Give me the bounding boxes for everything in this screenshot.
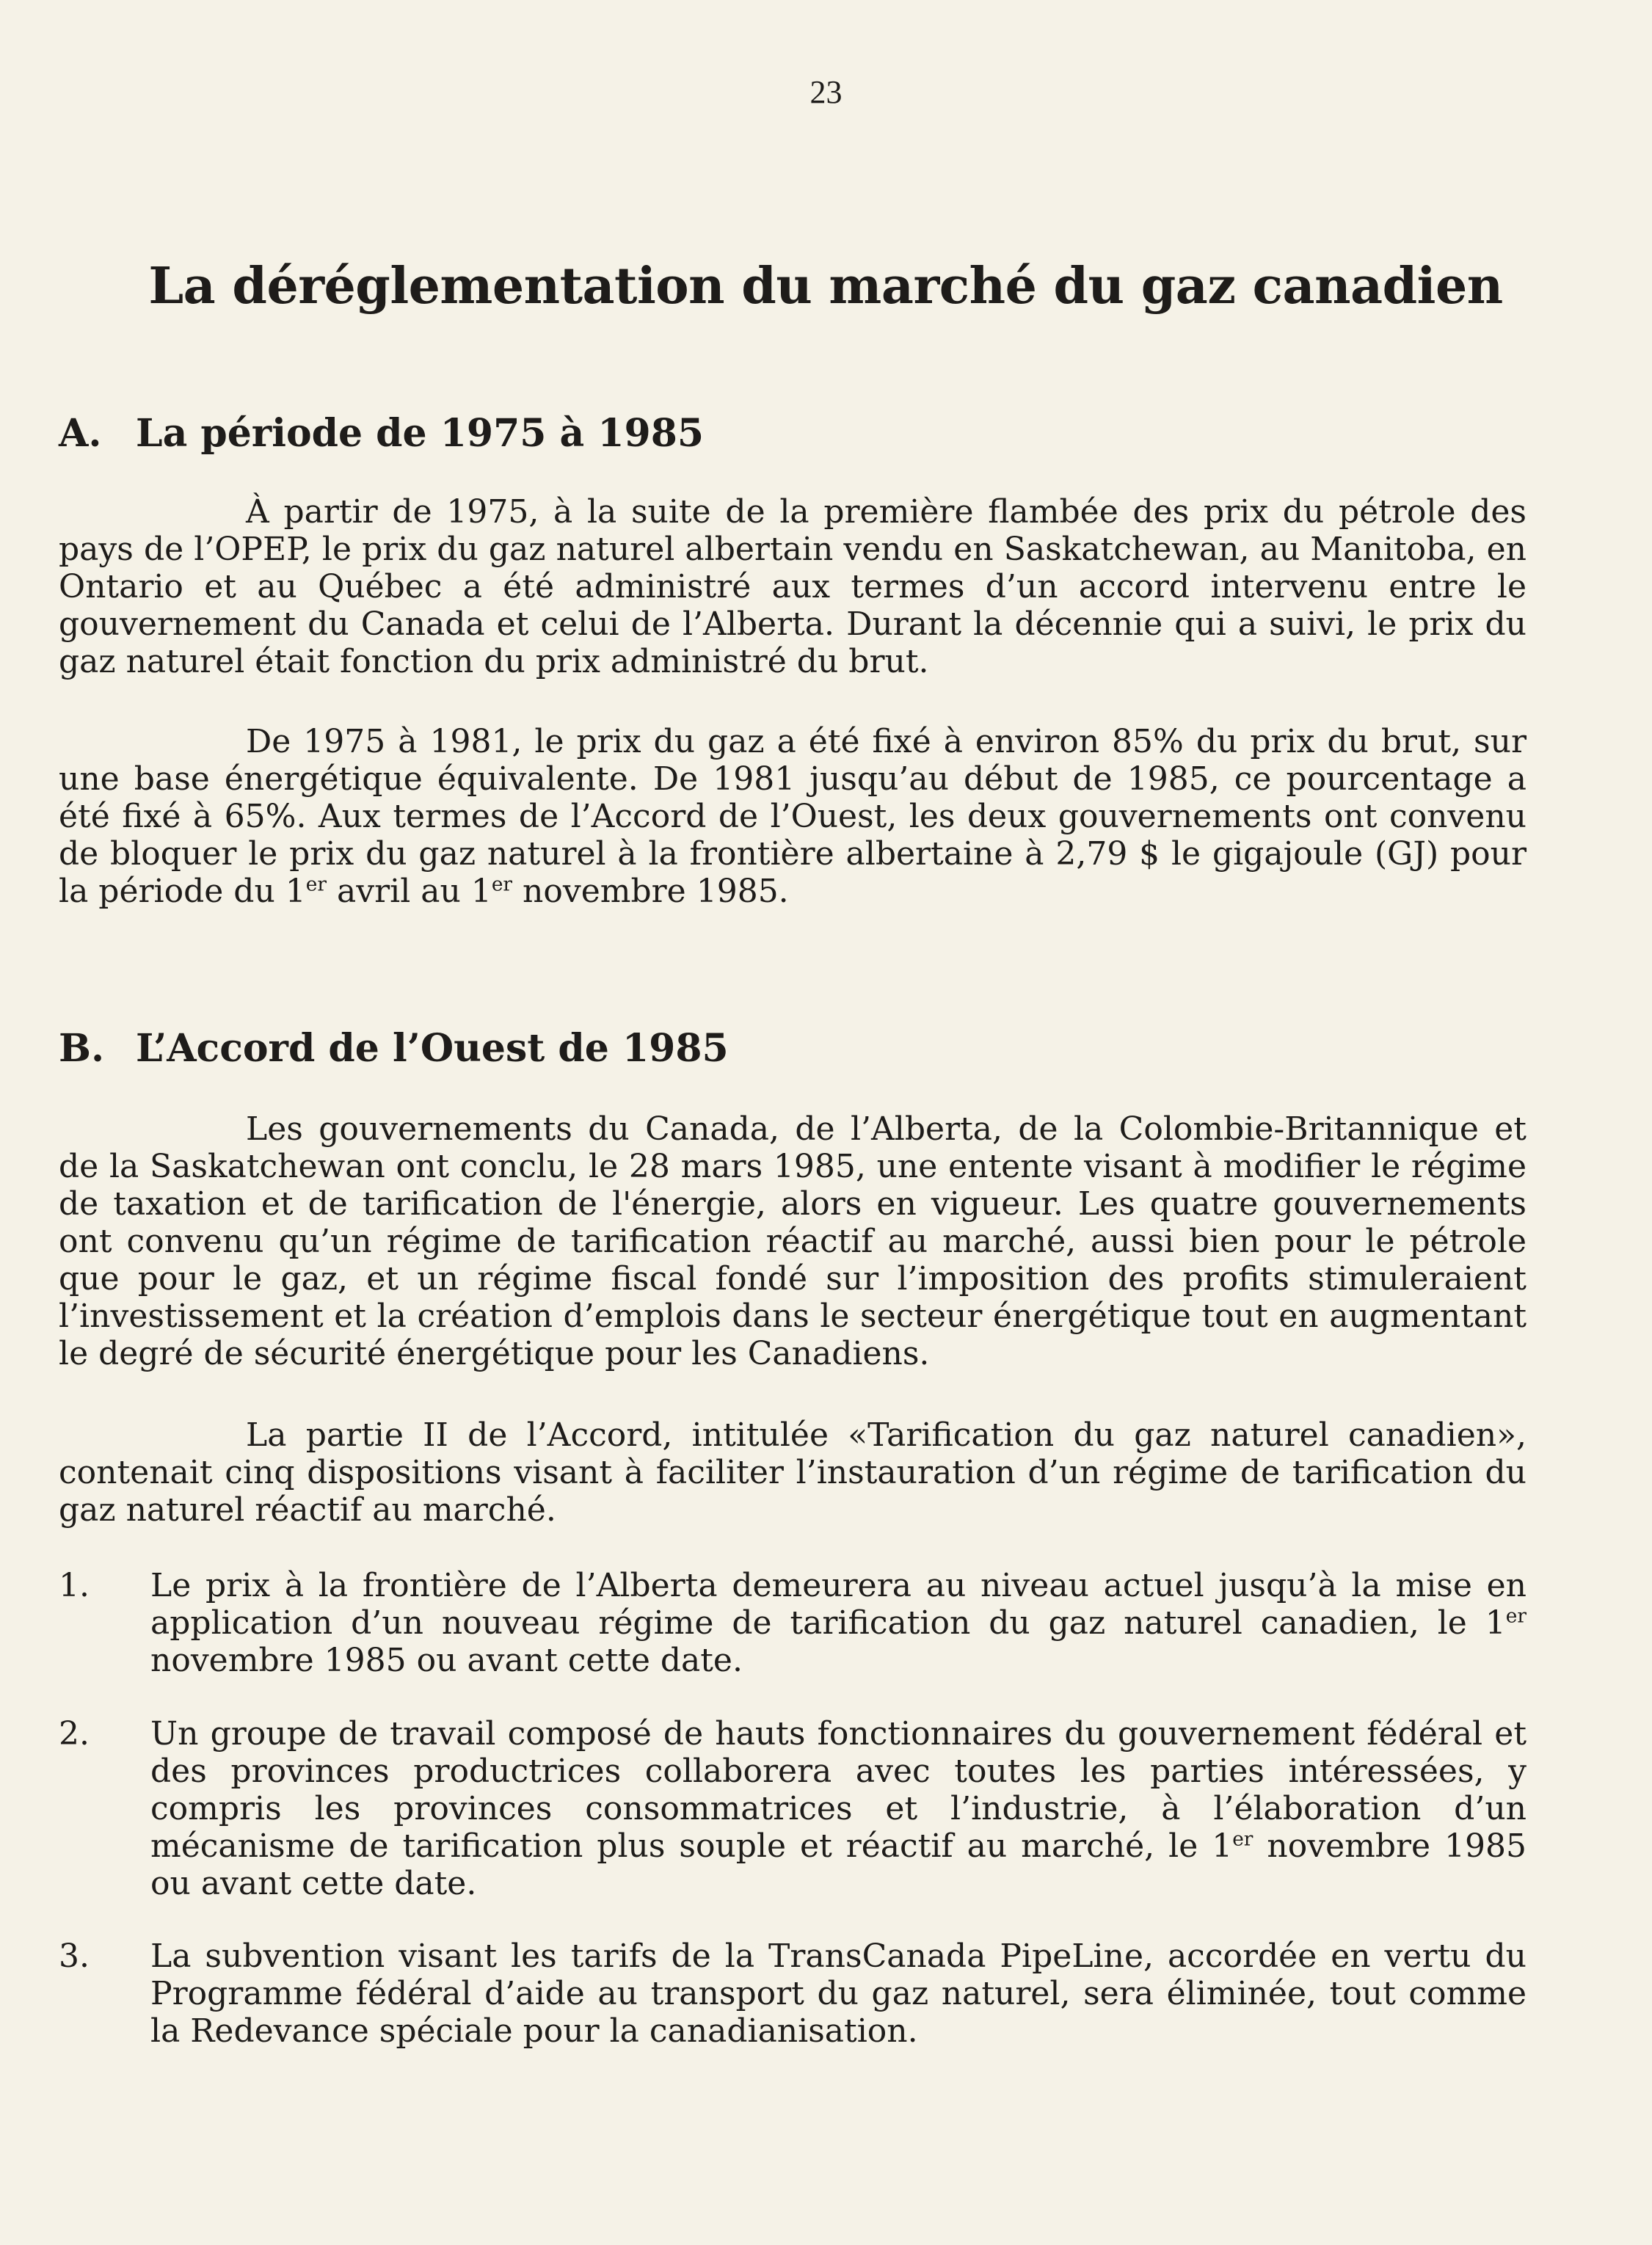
section-b-heading [59, 1026, 729, 1071]
section-a-letter: A. [59, 411, 102, 456]
page-number: 23 [809, 74, 843, 110]
list-item-number: 1. [59, 1567, 90, 1604]
list-item-text [150, 1937, 1527, 2050]
section-a-paragraph-1: À partir de 1975, à la suite de la première flambée des prix du pétrole des pays de l’OPEP, le prix du gaz naturel albertain vendu en Saskatchewan, au Manitoba, en Ontario et au Québec a été administré aux termes d’un accord intervenu entre le gouvernement du Canada et celui de l’Alberta. Durant la décennie qui a suivi, le prix du gaz naturel était fonction du prix administré du brut. [59, 493, 1527, 680]
section-b-letter: B. [59, 1026, 105, 1071]
superscript: er [305, 873, 327, 896]
list-item-number: 3. [59, 1937, 90, 1975]
list-item-text-main: La subvention visant les tarifs de la TransCanada PipeLine, accordée en vertu du Programme fédéral d’aide au transport du gaz naturel, sera éliminée, tout comme la Redevance spéciale pour la canadianisation. [150, 1937, 1527, 2050]
section-b-paragraph-1: Les gouvernements du Canada, de l’Alberta, de la Colombie-Britannique et de la Saskatchewan ont conclu, le 28 mars 1985, une entente visant à modifier le régime de taxation et de tarification de l'énergie, alors en vigueur. Les quatre gouvernements ont convenu qu’un régime de tarification réactif au marché, aussi bien pour le pétrole que pour le gaz, et un régime fiscal fondé sur l’imposition des profits stimuleraient l’investissement et la création d’emplois dans le secteur énergétique tout en augmentant le degré de sécurité énergétique pour les Canadiens. [59, 1110, 1527, 1372]
superscript: er [1232, 1827, 1253, 1851]
section-a-paragraph-2-text-end: novembre 1985. [512, 873, 789, 910]
list-item-text-main: Le prix à la frontière de l’Alberta demeurera au niveau actuel jusqu’à la mise en application d’un nouveau régime de tarification du gaz naturel canadien, le 1 [150, 1567, 1527, 1642]
section-a-title: La période de 1975 à 1985 [136, 411, 705, 456]
list-item-text-end: novembre 1985 ou avant cette date. [150, 1827, 1527, 1902]
section-a-paragraph-2-text: De 1975 à 1981, le prix du gaz a été fixé à environ 85% du prix du brut, sur une base énergétique équivalente. De 1981 jusqu’au début de 1985, ce pourcentage a été fixé à 65%. Aux termes de l’Accord de l’Ouest, les deux gouvernements ont convenu de bloquer le prix du gaz naturel à la frontière albertaine à 2,79 $ le gigajoule (GJ) pour la période du 1 [59, 723, 1527, 910]
section-a-paragraph-2 [59, 723, 1527, 910]
list-item-text [150, 1567, 1527, 1679]
section-b-title: L’Accord de l’Ouest de 1985 [136, 1026, 729, 1071]
list-item-text-end: novembre 1985 ou avant cette date. [150, 1642, 743, 1679]
list-item-text-main: Un groupe de travail composé de hauts fonctionnaires du gouvernement fédéral et des provinces productrices collaborera avec toutes les parties intéressées, y compris les provinces consommatrices et l’industrie, à l’élaboration d’un mécanisme de tarification plus souple et réactif au marché, le 1 [150, 1715, 1527, 1865]
list-item-number: 2. [59, 1715, 90, 1753]
section-a-heading [59, 411, 704, 456]
section-a-paragraph-2-text-cont: avril au 1 [327, 873, 492, 910]
section-b-paragraph-2: La partie II de l’Accord, intitulée «Tarification du gaz naturel canadien», contenait cinq dispositions visant à faciliter l’instauration d’un régime de tarification du gaz naturel réactif au marché. [59, 1416, 1527, 1529]
page-title: La déréglementation du marché du gaz canadien [148, 257, 1503, 316]
list-item-text [150, 1715, 1527, 1902]
superscript: er [1505, 1604, 1527, 1628]
superscript: er [491, 873, 513, 896]
